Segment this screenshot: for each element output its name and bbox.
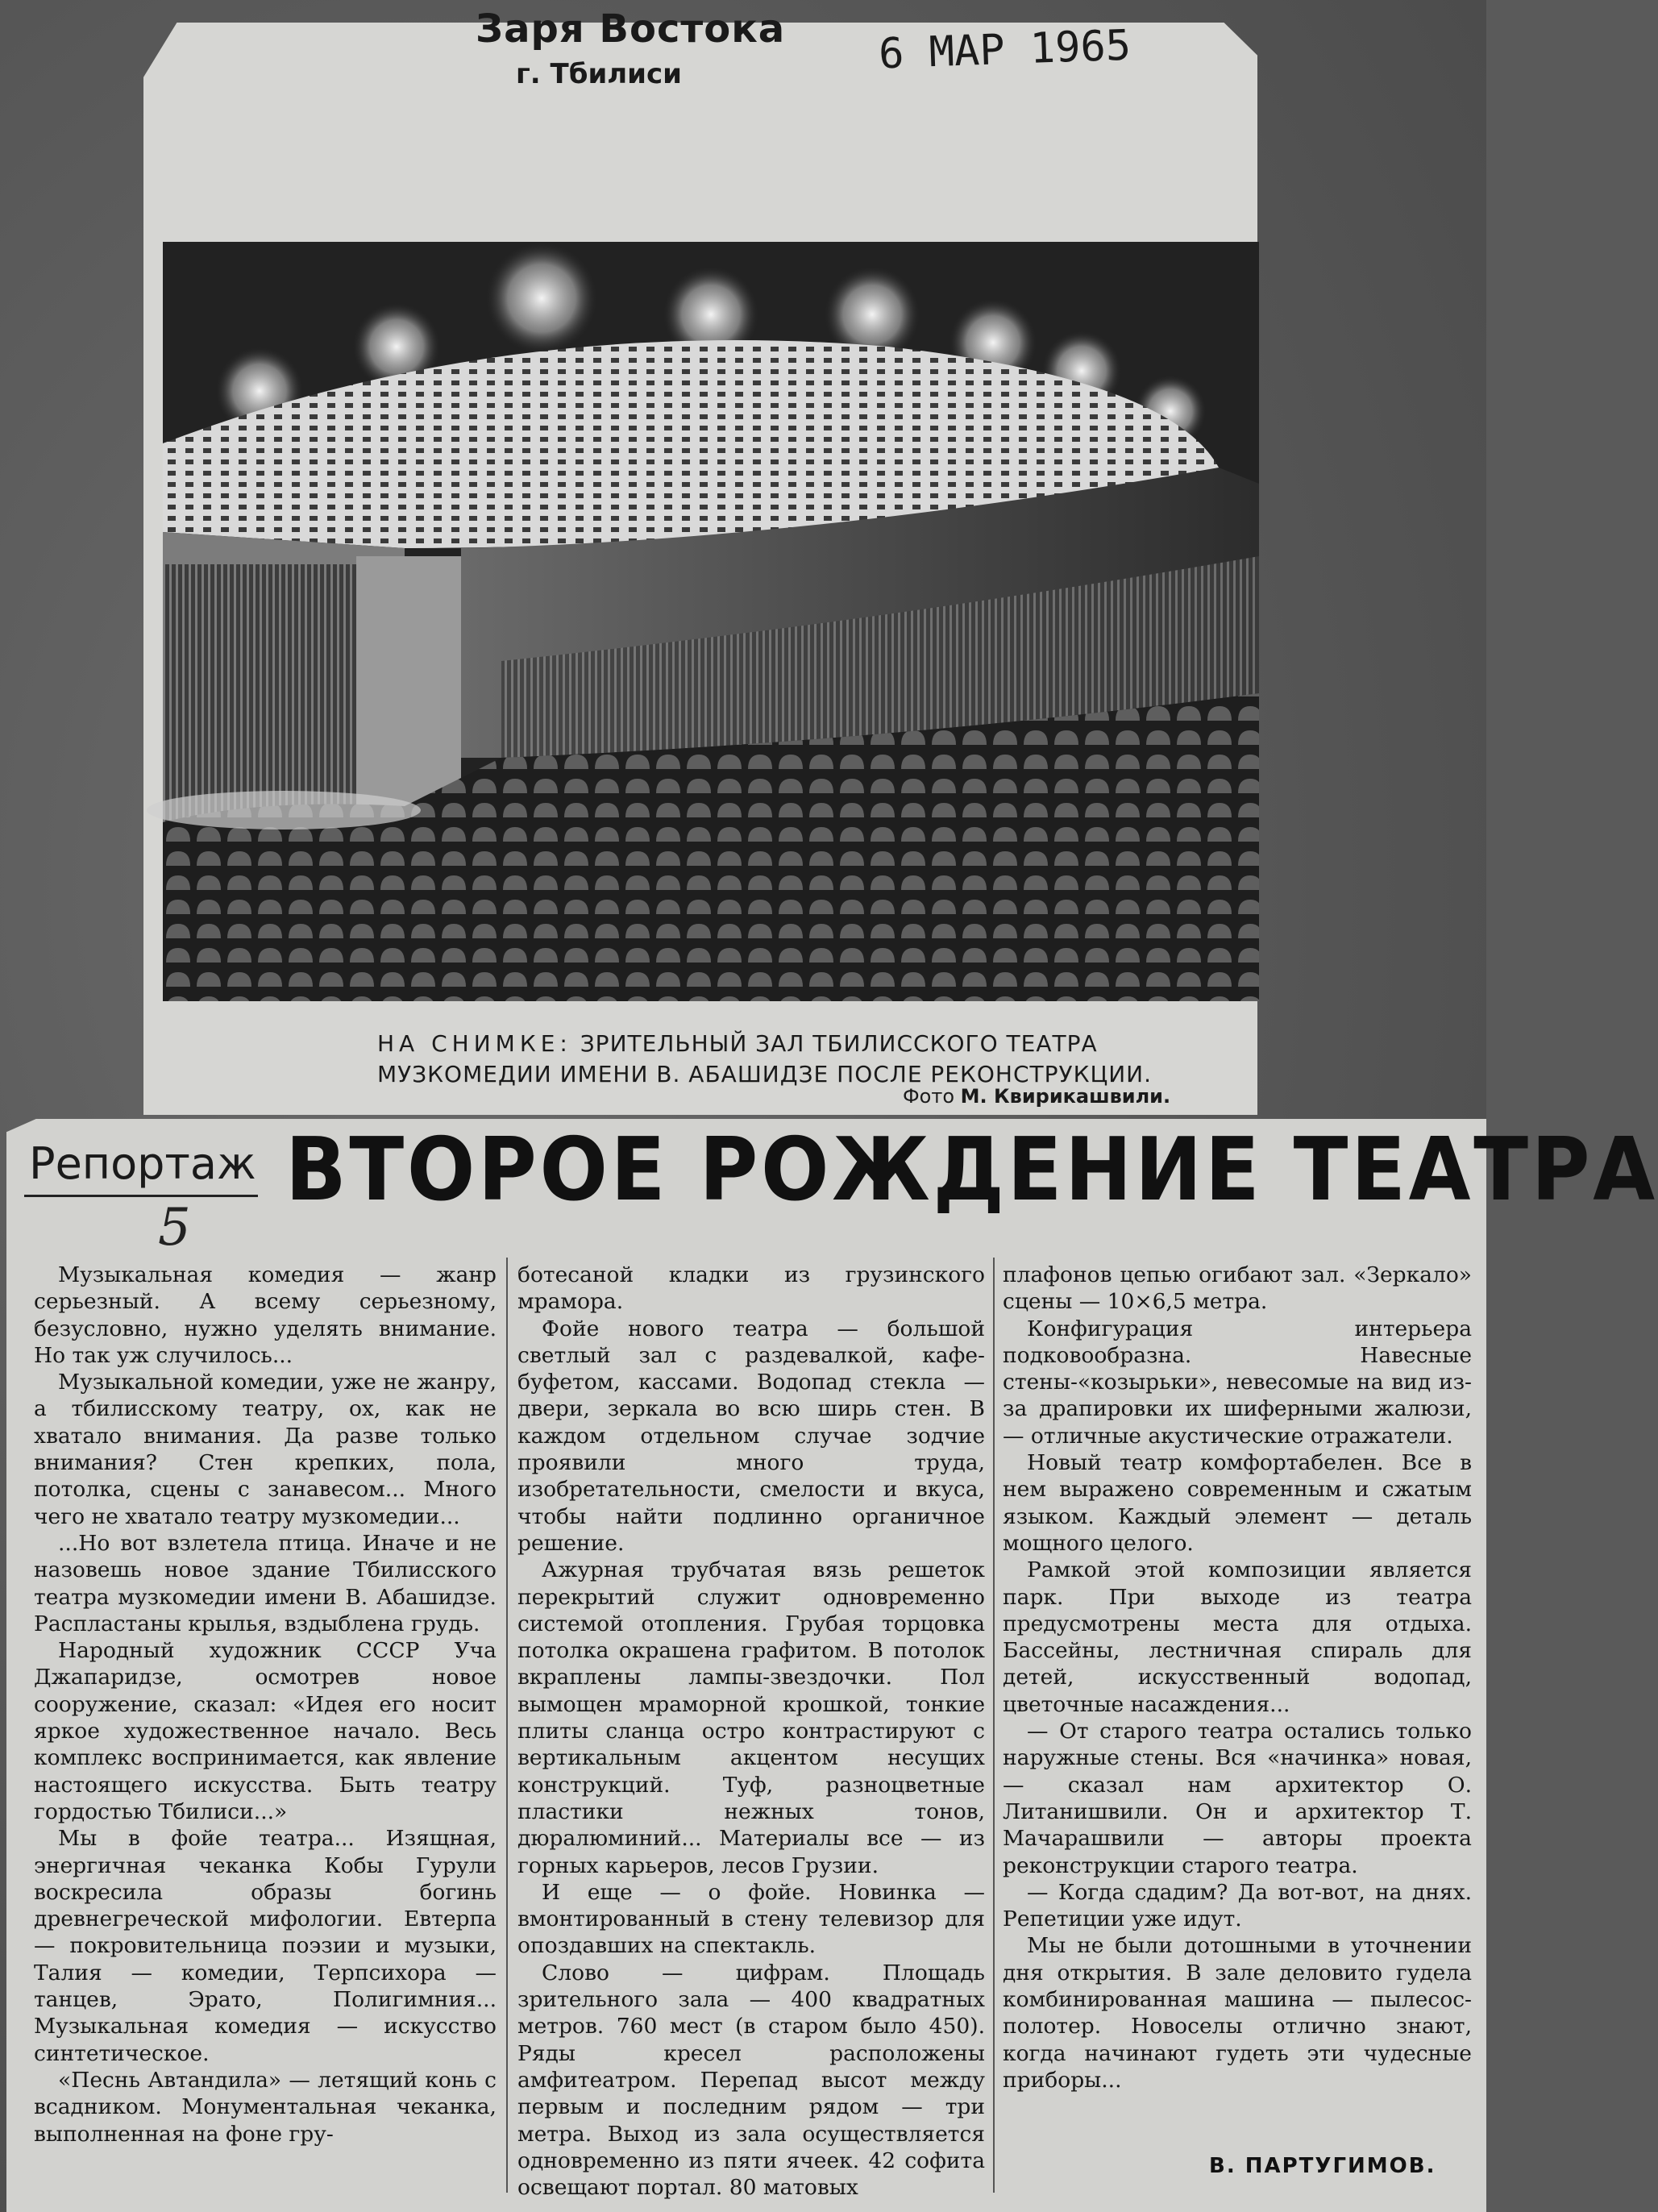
paragraph: Рамкой этой композиции является парк. При выходе из театра предусмотрены места для отдыха. Бассейны, лестничная спираль для детей, искусственный водопад, цветочные насаждения... (1003, 1557, 1472, 1717)
paragraph: — От старого театра остались только наружные стены. Вся «начинка» новая, — сказал нам архитектор О. Литанишвили. Он и архитектор Т. Мачарашвили — авторы проекта реконструкции старого театра. (1003, 1719, 1472, 1878)
photo-caption (377, 1029, 1256, 1090)
paragraph: Ажурная трубчатая вязь решеток перекрытий служит одновременно системой отопления. Грубая торцовка потолка окрашена графитом. В потолок вкраплены лампы-звездочки. Пол вымощен мраморной крошкой, тонкие плиты сланца остро контрастируют с вертикальным акцентом несущих конструкций. Туф, разноцветные пластики нежных тонов, дюралюминий... Материалы все — из горных карьеров, лесов Грузии. (517, 1557, 985, 1878)
paragraph: Слово — цифрам. Площадь зрительного зала — 400 квадратных метров. 760 мест (в старом было 450). Ряды кресел расположены амфитеатром. Перепад высот между первым и последним рядом — три метра. Выход из зала осуществляется одновременно из пяти ячеек. 42 софита освещают портал. 80 матовых (517, 1960, 985, 2201)
caption-text: ЗРИТЕЛЬНЫЙ ЗАЛ ТБИЛИССКОГО ТЕАТРА МУЗКОМЕДИИ ИМЕНИ В. АБАШИДЗЕ ПОСЛЕ РЕКОНСТРУКЦИИ. (377, 1030, 1152, 1087)
paragraph: И еще — о фойе. Новинка — вмонтированный в стену телевизор для опоздавших на спектакль. (517, 1879, 985, 1959)
article-column-2 (517, 1262, 985, 2201)
credit-label: Фото (903, 1085, 955, 1108)
paragraph: «Песнь Автандила» — летящий конь с всадником. Монументальная чеканка, выполненная на фоне гру- (34, 2067, 497, 2147)
rubric-label: Репортаж (29, 1138, 256, 1189)
caption-lead: НА СНИМКЕ: (377, 1030, 572, 1057)
paragraph: Конфигурация интерьера подковообразна. Навесные стены-«козырьки», невесомые на вид из-за драпировки их шиферными жалюзи, — отличные акустические отражатели. (1003, 1316, 1472, 1449)
paragraph: Музыкальная комедия — жанр серьезный. А всему серьезному, безусловно, нужно уделять внимание. Но так уж случилось... (34, 1262, 497, 1368)
paragraph-continued: плафонов цепью огибают зал. «Зеркало» сцены — 10×6,5 метра. (1003, 1262, 1472, 1315)
column-divider (993, 1258, 995, 2193)
paragraph: Мы не были дотошными в уточнении дня открытия. В зале деловито гудела комбинированная машина — пылесос-полотер. Новоселы отлично знают, когда начинают гудеть эти чудесные приборы... (1003, 1933, 1472, 2093)
paragraph: Новый театр комфортабелен. Все в нем выражено современным и сжатым языком. Каждый элемент — деталь мощного целого. (1003, 1450, 1472, 1556)
article-column-3 (1003, 1262, 1472, 2094)
handwritten-number: 5 (158, 1198, 191, 1258)
article-column-1 (34, 1262, 497, 2148)
paragraph-continued: ботесаной кладки из грузинского мрамора. (517, 1262, 985, 1315)
paragraph: Музыкальной комедии, уже не жанру, а тбилисскому театру, ох, как не хватало внимания. Да разве только внимания? Стен крепких, пола, потолка, сцены с занавесом... Много чего не хватало театру музкомедии... (34, 1370, 497, 1529)
rubric-underline (24, 1195, 258, 1197)
article-headline: ВТОРОЕ РОЖДЕНИЕ ТЕАТРА (285, 1120, 1658, 1220)
column-divider (506, 1258, 508, 2193)
credit-name: М. Квирикашвили. (960, 1085, 1171, 1108)
paragraph: Фойе нового театра — большой светлый зал с раздевалкой, кафе-буфетом, кассами. Водопад стекла — двери, зеркала во всю ширь стен. В каждом отдельном случае зодчие проявили много труда, изобретательности, смелости и вкуса, чтобы найти подлинно органичное решение. (517, 1316, 985, 1556)
date-stamp: 6 МАР 1965 (878, 21, 1132, 79)
photo-credit (903, 1085, 1170, 1108)
paragraph: ...Но вот взлетела птица. Иначе и не назовешь новое здание Тбилисского театра музкомедии имени В. Абашидзе. Распластаны крылья, вздыблена грудь. (34, 1530, 497, 1636)
paragraph: Народный художник СССР Уча Джапаридзе, осмотрев новое сооружение, сказал: «Идея его носит яркое художественное начало. Весь комплекс воспринимается, как явление настоящего искусства. Быть театру гордостью Тбилиси...» (34, 1638, 497, 1824)
theater-hall-photo (163, 242, 1259, 1001)
paragraph: — Когда сдадим? Да вот-вот, на днях. Репетиции уже идут. (1003, 1879, 1472, 1932)
newspaper-stamp: Заря Востока (476, 6, 786, 52)
author-signature: В. ПАРТУГИМОВ. (1209, 2154, 1436, 2178)
paragraph: Мы в фойе театра... Изящная, энергичная чеканка Кобы Гурули воскресила образы богинь древнегреческой мифологии. Евтерпа — покровительница поэзии и музыки, Талия — комедии, Терпсихора — танцев, Эрато, Полигимния... Музыкальная комедия — искусство синтетическое. (34, 1826, 497, 2066)
city-stamp: г. Тбилиси (516, 58, 682, 90)
